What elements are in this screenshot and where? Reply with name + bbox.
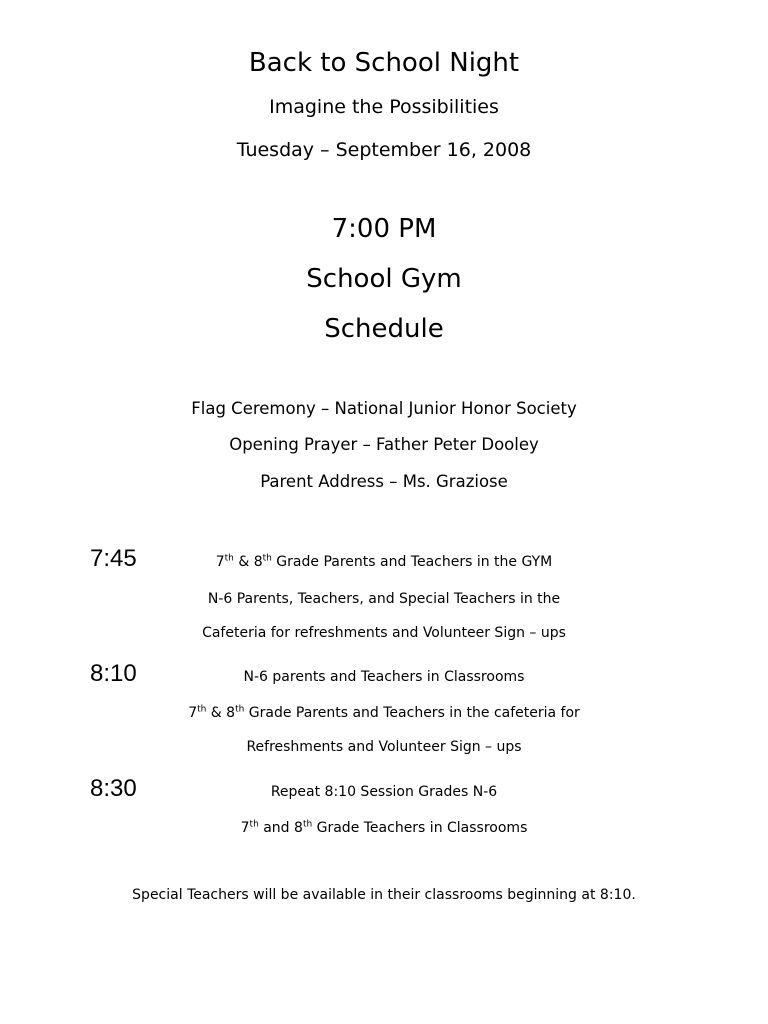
session-time-745: 7:45 [90,545,137,572]
ordinal-suffix: th [302,819,313,830]
session-745-line-1 [0,554,768,570]
event-date: Tuesday – September 16, 2008 [236,139,532,161]
footer-note: Special Teachers will be available in their classrooms beginning at 8:10. [132,887,636,903]
opening-item-parent-address: Parent Address – Ms. Graziose [260,472,508,491]
ordinal-suffix: th [224,553,234,564]
event-time: 7:00 PM [331,214,437,244]
grade-8-text: & 8 [206,705,236,721]
session-830-line-2-rest: Grade Teachers in Classrooms [312,820,528,836]
session-810-line-1: N-6 parents and Teachers in Classrooms [243,669,525,685]
ordinal-suffix: th [197,704,207,715]
session-810-line-2 [0,705,768,721]
grade-7-text: 7 [215,554,225,570]
ordinal-suffix: th [235,704,245,715]
session-745-line-3: Cafeteria for refreshments and Volunteer Sign – ups [202,625,566,641]
grade-8-text: & 8 [233,554,263,570]
opening-item-opening-prayer: Opening Prayer – Father Peter Dooley [229,435,539,454]
opening-item-flag-ceremony: Flag Ceremony – National Junior Honor Society [191,399,577,418]
event-tagline: Imagine the Possibilities [269,96,499,118]
session-time-830: 8:30 [90,775,137,802]
session-745-line-2: N-6 Parents, Teachers, and Special Teachers in the [207,591,561,607]
session-830-line-1: Repeat 8:10 Session Grades N-6 [270,784,498,800]
grade-8-text: and 8 [258,820,303,836]
grade-7-text: 7 [188,705,198,721]
ordinal-suffix: th [249,819,259,830]
session-830-line-2 [0,820,768,836]
grade-7-text: 7 [240,820,250,836]
session-745-line-1-rest: Grade Parents and Teachers in the GYM [271,554,553,570]
session-810-line-3: Refreshments and Volunteer Sign – ups [246,739,522,755]
schedule-heading: Schedule [324,314,444,344]
session-810-line-2-rest: Grade Parents and Teachers in the cafeteria for [244,705,580,721]
session-time-810: 8:10 [90,660,137,687]
ordinal-suffix: th [262,553,272,564]
event-title: Back to School Night [248,48,520,78]
event-location: School Gym [306,264,462,294]
